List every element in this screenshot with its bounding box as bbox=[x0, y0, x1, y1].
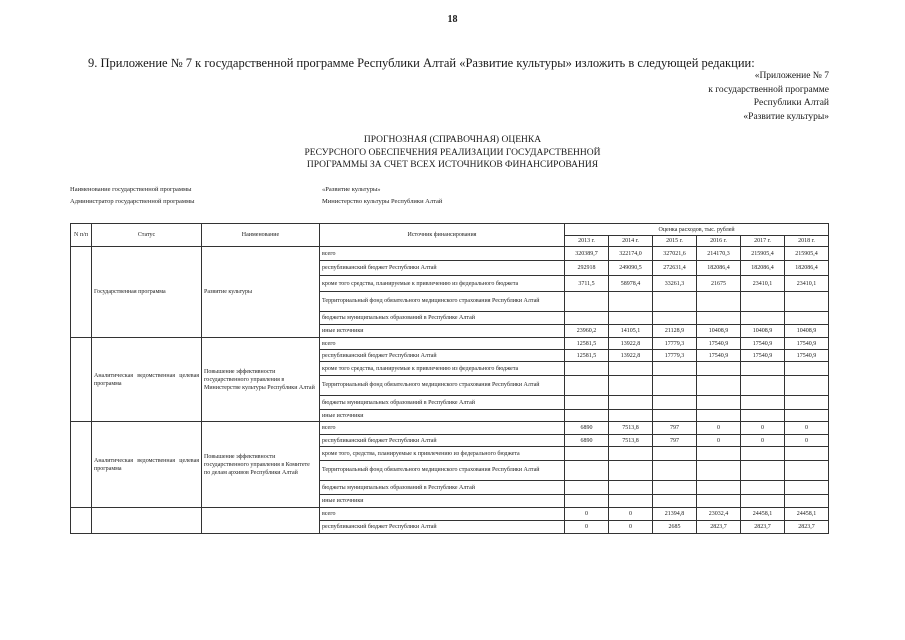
value-cell bbox=[785, 461, 829, 481]
value-cell: 0 bbox=[697, 435, 741, 447]
value-cell: 0 bbox=[785, 435, 829, 447]
source-cell: всего bbox=[320, 508, 565, 521]
annex-line: Республики Алтай bbox=[753, 98, 829, 108]
value-cell bbox=[785, 292, 829, 312]
value-cell: 797 bbox=[653, 435, 697, 447]
source-cell: Территориальный фонд обязательного медицинского страхования Республики Алтай bbox=[320, 292, 565, 312]
header-source: Источник финансирования bbox=[320, 224, 565, 247]
table-row bbox=[71, 422, 829, 435]
source-cell: бюджеты муниципальных образований в Республике Алтай bbox=[320, 312, 565, 325]
amendment-heading: 9. Приложение № 7 к государственной программе Республики Алтай «Развитие культуры» изложить в следующей редакции: bbox=[88, 56, 755, 70]
value-cell: 17540,9 bbox=[785, 338, 829, 350]
value-cell: 10408,9 bbox=[697, 325, 741, 338]
row-number-cell bbox=[71, 508, 92, 534]
value-cell: 21675 bbox=[697, 276, 741, 292]
value-cell: 13922,8 bbox=[609, 338, 653, 350]
value-cell: 17779,3 bbox=[653, 338, 697, 350]
value-cell bbox=[741, 410, 785, 422]
value-cell bbox=[741, 396, 785, 410]
name-cell: Повышение эффективности государственного управления в Министерстве культуры Республики Алтай bbox=[202, 338, 320, 422]
value-cell bbox=[609, 312, 653, 325]
value-cell: 17540,9 bbox=[785, 350, 829, 362]
table-header-row bbox=[71, 224, 829, 236]
value-cell: 797 bbox=[653, 422, 697, 435]
value-cell bbox=[653, 447, 697, 461]
value-cell: 0 bbox=[741, 422, 785, 435]
source-cell: республиканский бюджет Республики Алтай bbox=[320, 435, 565, 447]
value-cell bbox=[785, 410, 829, 422]
value-cell bbox=[609, 495, 653, 508]
value-cell bbox=[653, 292, 697, 312]
value-cell: 6890 bbox=[565, 422, 609, 435]
value-cell bbox=[741, 447, 785, 461]
value-cell: 7513,8 bbox=[609, 435, 653, 447]
value-cell bbox=[565, 396, 609, 410]
value-cell bbox=[653, 362, 697, 376]
value-cell: 10408,9 bbox=[785, 325, 829, 338]
value-cell bbox=[565, 481, 609, 495]
header-estimate: Оценка расходов, тыс. рублей bbox=[565, 224, 829, 236]
program-name-label: Наименование государственной программы bbox=[70, 186, 192, 193]
value-cell: 23410,1 bbox=[785, 276, 829, 292]
value-cell: 17540,9 bbox=[697, 350, 741, 362]
value-cell: 17779,3 bbox=[653, 350, 697, 362]
value-cell bbox=[697, 495, 741, 508]
value-cell: 2823,7 bbox=[697, 521, 741, 534]
value-cell bbox=[565, 312, 609, 325]
title-line: ПРОГРАММЫ ЗА СЧЕТ ВСЕХ ИСТОЧНИКОВ ФИНАНСИРОВАНИЯ bbox=[306, 160, 599, 170]
source-cell: иные источники bbox=[320, 410, 565, 422]
value-cell: 58978,4 bbox=[609, 276, 653, 292]
source-cell: республиканский бюджет Республики Алтай bbox=[320, 261, 565, 276]
value-cell bbox=[741, 292, 785, 312]
value-cell: 24458,1 bbox=[741, 508, 785, 521]
value-cell: 21394,8 bbox=[653, 508, 697, 521]
header-name: Наименование bbox=[202, 224, 320, 247]
source-cell: бюджеты муниципальных образований в Республике Алтай bbox=[320, 481, 565, 495]
value-cell bbox=[609, 447, 653, 461]
value-cell: 2823,7 bbox=[785, 521, 829, 534]
name-cell: Развитие культуры bbox=[202, 247, 320, 338]
title-line: РЕСУРСНОГО ОБЕСПЕЧЕНИЯ РЕАЛИЗАЦИИ ГОСУДАРСТВЕННОЙ bbox=[304, 147, 601, 158]
value-cell: 214170,3 bbox=[697, 247, 741, 261]
table-body bbox=[71, 224, 829, 534]
row-number-cell bbox=[71, 422, 92, 508]
value-cell bbox=[697, 447, 741, 461]
value-cell bbox=[565, 362, 609, 376]
value-cell bbox=[697, 396, 741, 410]
value-cell: 12581,5 bbox=[565, 350, 609, 362]
annex-reference bbox=[708, 70, 829, 124]
value-cell: 17540,9 bbox=[741, 350, 785, 362]
value-cell: 320389,7 bbox=[565, 247, 609, 261]
value-cell bbox=[741, 495, 785, 508]
value-cell bbox=[609, 481, 653, 495]
value-cell bbox=[785, 481, 829, 495]
value-cell: 0 bbox=[609, 521, 653, 534]
value-cell: 6890 bbox=[565, 435, 609, 447]
value-cell bbox=[741, 376, 785, 396]
value-cell: 23410,1 bbox=[741, 276, 785, 292]
value-cell: 215905,4 bbox=[741, 247, 785, 261]
value-cell bbox=[653, 461, 697, 481]
source-cell: Территориальный фонд обязательного медицинского страхования Республики Алтай bbox=[320, 376, 565, 396]
header-status: Статус bbox=[92, 224, 202, 247]
source-cell: всего bbox=[320, 422, 565, 435]
value-cell: 24458,1 bbox=[785, 508, 829, 521]
value-cell bbox=[609, 461, 653, 481]
value-cell: 12581,5 bbox=[565, 338, 609, 350]
annex-line: «Развитие культуры» bbox=[743, 111, 829, 122]
source-cell: республиканский бюджет Республики Алтай bbox=[320, 350, 565, 362]
value-cell: 23960,2 bbox=[565, 325, 609, 338]
header-year: 2018 г. bbox=[785, 236, 829, 247]
value-cell bbox=[653, 481, 697, 495]
value-cell bbox=[653, 396, 697, 410]
program-admin-value: Министерство культуры Республики Алтай bbox=[322, 198, 443, 205]
value-cell bbox=[741, 461, 785, 481]
value-cell bbox=[785, 312, 829, 325]
value-cell bbox=[609, 292, 653, 312]
status-cell: Государственная программа bbox=[92, 247, 202, 338]
header-year: 2014 г. bbox=[609, 236, 653, 247]
value-cell: 3711,5 bbox=[565, 276, 609, 292]
value-cell: 0 bbox=[609, 508, 653, 521]
value-cell bbox=[609, 376, 653, 396]
value-cell bbox=[697, 376, 741, 396]
value-cell bbox=[653, 312, 697, 325]
status-cell bbox=[92, 508, 202, 534]
annex-line: «Приложение № 7 bbox=[754, 71, 829, 81]
source-cell: всего bbox=[320, 247, 565, 261]
value-cell bbox=[697, 292, 741, 312]
value-cell bbox=[565, 461, 609, 481]
value-cell bbox=[785, 362, 829, 376]
program-name-value: «Развитие культуры» bbox=[322, 186, 381, 193]
value-cell bbox=[565, 447, 609, 461]
value-cell bbox=[565, 410, 609, 422]
value-cell bbox=[741, 312, 785, 325]
value-cell bbox=[785, 495, 829, 508]
header-year: 2013 г. bbox=[565, 236, 609, 247]
source-cell: республиканский бюджет Республики Алтай bbox=[320, 521, 565, 534]
value-cell: 23032,4 bbox=[697, 508, 741, 521]
value-cell: 327021,6 bbox=[653, 247, 697, 261]
source-cell: иные источники bbox=[320, 495, 565, 508]
value-cell: 13922,8 bbox=[609, 350, 653, 362]
source-cell: кроме того средства, планируемые к привлечению из федерального бюджета bbox=[320, 362, 565, 376]
value-cell bbox=[565, 495, 609, 508]
value-cell: 10408,9 bbox=[741, 325, 785, 338]
row-number-cell bbox=[71, 338, 92, 422]
row-number-cell bbox=[71, 247, 92, 338]
value-cell: 17540,9 bbox=[741, 338, 785, 350]
source-cell: бюджеты муниципальных образований в Республике Алтай bbox=[320, 396, 565, 410]
document-title bbox=[0, 134, 905, 172]
page-number: 18 bbox=[447, 14, 458, 25]
value-cell: 272631,4 bbox=[653, 261, 697, 276]
value-cell bbox=[609, 396, 653, 410]
source-cell: кроме того средства, планируемые к привлечению из федерального бюджета bbox=[320, 276, 565, 292]
table-row bbox=[71, 338, 829, 350]
value-cell: 0 bbox=[785, 422, 829, 435]
value-cell: 322174,0 bbox=[609, 247, 653, 261]
value-cell: 0 bbox=[565, 521, 609, 534]
value-cell: 0 bbox=[565, 508, 609, 521]
value-cell: 2685 bbox=[653, 521, 697, 534]
value-cell bbox=[785, 376, 829, 396]
value-cell bbox=[653, 376, 697, 396]
value-cell: 0 bbox=[741, 435, 785, 447]
value-cell bbox=[697, 410, 741, 422]
source-cell: всего bbox=[320, 338, 565, 350]
value-cell: 17540,9 bbox=[697, 338, 741, 350]
value-cell: 21128,9 bbox=[653, 325, 697, 338]
value-cell: 215905,4 bbox=[785, 247, 829, 261]
value-cell bbox=[653, 410, 697, 422]
source-cell: кроме того, средства, планируемые к привлечению из федерального бюджета bbox=[320, 447, 565, 461]
source-cell: иные источники bbox=[320, 325, 565, 338]
value-cell: 182086,4 bbox=[697, 261, 741, 276]
value-cell: 182086,4 bbox=[785, 261, 829, 276]
value-cell bbox=[697, 481, 741, 495]
status-cell: Аналитическая ведомственная целевая программа bbox=[92, 338, 202, 422]
table-row bbox=[71, 247, 829, 261]
value-cell: 249090,5 bbox=[609, 261, 653, 276]
status-cell: Аналитическая ведомственная целевая программа bbox=[92, 422, 202, 508]
value-cell bbox=[697, 312, 741, 325]
value-cell bbox=[741, 362, 785, 376]
value-cell bbox=[697, 362, 741, 376]
program-admin-label: Администратор государственной программы bbox=[70, 198, 195, 205]
annex-line: к государственной программе bbox=[708, 84, 829, 95]
value-cell: 2823,7 bbox=[741, 521, 785, 534]
value-cell bbox=[609, 362, 653, 376]
resource-table bbox=[70, 223, 829, 534]
table-row bbox=[71, 508, 829, 521]
value-cell: 182086,4 bbox=[741, 261, 785, 276]
value-cell bbox=[697, 461, 741, 481]
title-line: ПРОГНОЗНАЯ (СПРАВОЧНАЯ) ОЦЕНКА bbox=[363, 135, 542, 145]
value-cell bbox=[785, 396, 829, 410]
value-cell: 33261,3 bbox=[653, 276, 697, 292]
value-cell: 7513,8 bbox=[609, 422, 653, 435]
value-cell bbox=[609, 410, 653, 422]
value-cell bbox=[565, 376, 609, 396]
header-num: N п/п bbox=[71, 224, 92, 247]
header-year: 2016 г. bbox=[697, 236, 741, 247]
value-cell bbox=[785, 447, 829, 461]
value-cell: 0 bbox=[697, 422, 741, 435]
name-cell: Повышение эффективности государственного управления в Комитете по делам архивов Республики Алтай bbox=[202, 422, 320, 508]
value-cell bbox=[653, 495, 697, 508]
header-year: 2015 г. bbox=[653, 236, 697, 247]
value-cell: 14105,1 bbox=[609, 325, 653, 338]
value-cell: 292918 bbox=[565, 261, 609, 276]
source-cell: Территориальный фонд обязательного медицинского страхования Республики Алтай bbox=[320, 461, 565, 481]
value-cell bbox=[565, 292, 609, 312]
value-cell bbox=[741, 481, 785, 495]
name-cell bbox=[202, 508, 320, 534]
header-year: 2017 г. bbox=[741, 236, 785, 247]
